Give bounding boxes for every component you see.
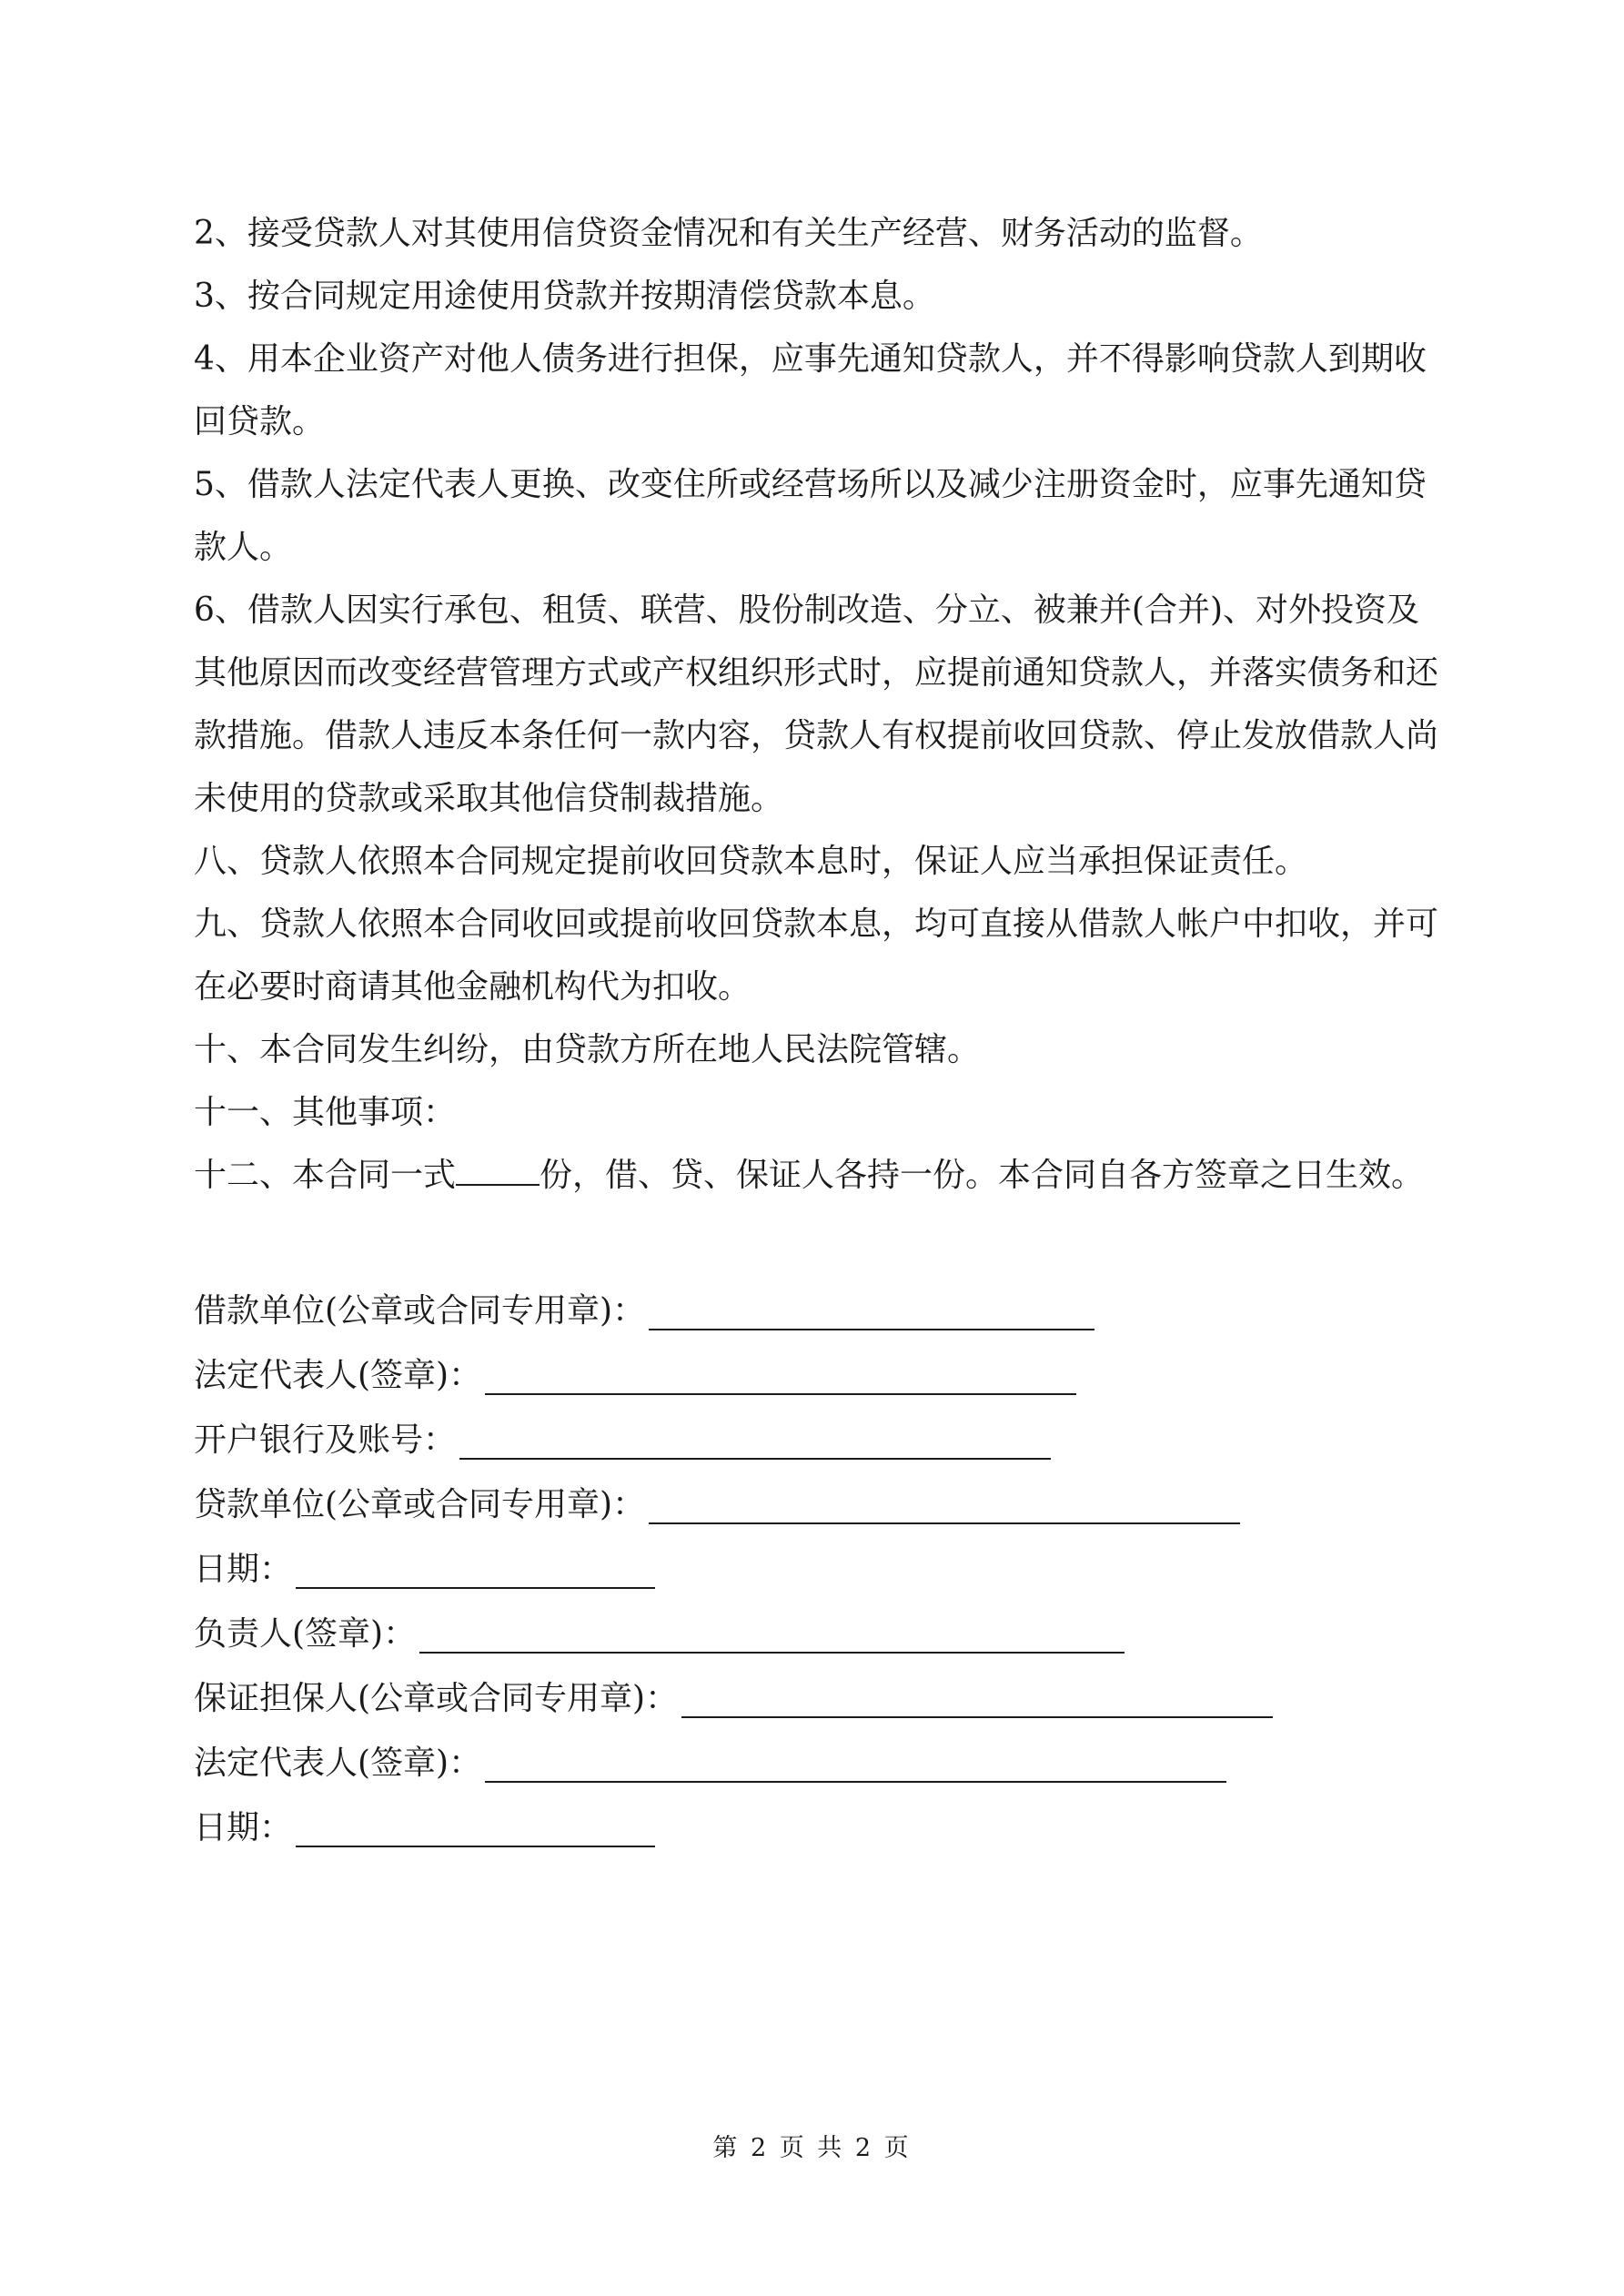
signature-row [194, 1731, 1440, 1795]
signature-label: 日期： [194, 1809, 293, 1846]
clause-3 [194, 265, 1440, 328]
signature-line [296, 1809, 655, 1847]
signature-row [194, 1343, 1440, 1408]
signature-row [194, 1279, 1440, 1343]
clause-12-prefix: 十二、本合同一式 [194, 1157, 457, 1194]
clause-line: 在必要时商请其他金融机构代为扣收。 [194, 968, 751, 1006]
clause-line: 其他原因而改变经营管理方式或产权组织形式时，应提前通知贷款人，并落实债务和还 [194, 654, 1439, 692]
clause-10 [194, 1018, 1440, 1081]
clause-line: 4、用本企业资产对他人债务进行担保，应事先通知贷款人，并不得影响贷款人到期收 [194, 340, 1427, 378]
signature-line [649, 1292, 1094, 1330]
clause-4 [194, 328, 1440, 453]
signature-label: 借款单位(公章或合同专用章)： [194, 1292, 646, 1330]
clause-line: 九、贷款人依照本合同收回或提前收回贷款本息，均可直接从借款人帐户中扣收，并可 [194, 905, 1439, 943]
clause-line: 未使用的贷款或采取其他信贷制裁措施。 [194, 780, 784, 817]
copies-blank [456, 1155, 540, 1186]
clause-12-suffix: 份，借、贷、保证人各持一份。本合同自各方签章之日生效。 [540, 1157, 1425, 1194]
signature-label: 负责人(签章)： [194, 1615, 417, 1653]
clause-12 [194, 1144, 1440, 1207]
signature-row [194, 1602, 1440, 1666]
signature-line [681, 1680, 1273, 1718]
clause-9 [194, 893, 1440, 1018]
signature-line [485, 1357, 1076, 1395]
signature-line [419, 1615, 1125, 1654]
clause-6 [194, 579, 1440, 830]
signature-label: 日期： [194, 1551, 293, 1588]
clause-2 [194, 202, 1440, 265]
clause-line [194, 1144, 1440, 1207]
signature-label: 法定代表人(签章)： [194, 1745, 482, 1782]
signature-block [194, 1279, 1440, 1860]
clause-5 [194, 453, 1440, 579]
clause-line: 款措施。借款人违反本条任何一款内容，贷款人有权提前收回贷款、停止发放借款人尚 [194, 717, 1439, 754]
signature-row [194, 1408, 1440, 1472]
signature-line [296, 1551, 655, 1589]
signature-label: 开户银行及账号： [194, 1421, 457, 1459]
signature-row [194, 1472, 1440, 1537]
clause-line: 3、按合同规定用途使用贷款并按期清偿贷款本息。 [194, 278, 935, 315]
signature-label: 保证担保人(公章或合同专用章)： [194, 1680, 679, 1717]
signature-row [194, 1795, 1440, 1860]
clause-line: 十、本合同发生纠纷，由贷款方所在地人民法院管辖。 [194, 1031, 981, 1068]
clause-line: 款人。 [194, 529, 293, 566]
signature-label: 贷款单位(公章或合同专用章)： [194, 1486, 646, 1523]
signature-line [485, 1745, 1226, 1783]
signature-row [194, 1666, 1440, 1731]
page-number: 第 2 页 共 2 页 [712, 2134, 912, 2162]
clause-line: 6、借款人因实行承包、租赁、联营、股份制改造、分立、被兼并(合并)、对外投资及 [194, 592, 1419, 629]
clause-line: 5、借款人法定代表人更换、改变住所或经营场所以及减少注册资金时，应事先通知贷 [194, 466, 1427, 503]
clause-line: 回贷款。 [194, 403, 326, 440]
signature-line [649, 1486, 1240, 1524]
clause-line: 十一、其他事项： [194, 1094, 457, 1131]
clause-line: 2、接受贷款人对其使用信贷资金情况和有关生产经营、财务活动的监督。 [194, 215, 1263, 252]
contract-body [194, 202, 1440, 1207]
clause-11 [194, 1081, 1440, 1144]
clause-line: 八、贷款人依照本合同规定提前收回贷款本息时，保证人应当承担保证责任。 [194, 843, 1308, 880]
signature-row [194, 1537, 1440, 1602]
clause-8 [194, 830, 1440, 893]
signature-line [459, 1421, 1051, 1460]
signature-label: 法定代表人(签章)： [194, 1357, 482, 1394]
